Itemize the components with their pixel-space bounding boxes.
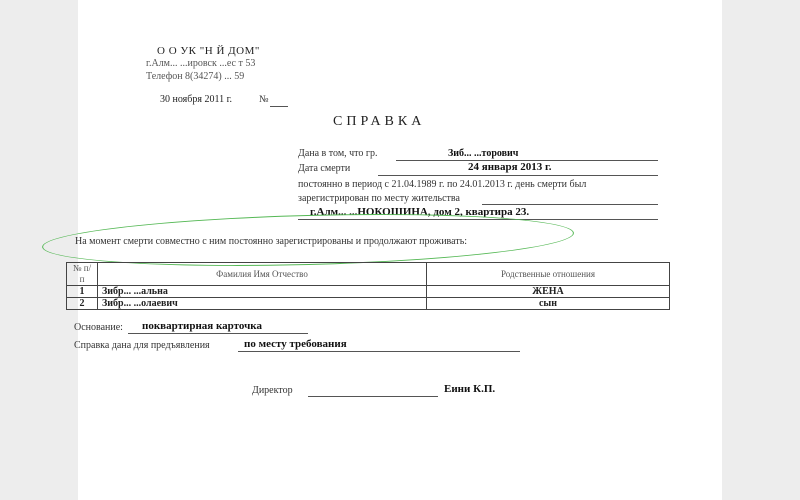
table-row — [67, 298, 670, 310]
line1-label: Дана в том, что гр. — [298, 148, 378, 159]
registration-address: г.Алм... ...НОКОШИНА, дом 2, квартира 23. — [310, 206, 530, 218]
cohabitants-table — [66, 262, 670, 310]
death-date: 24 января 2013 г. — [468, 161, 552, 173]
right-margin-panel — [722, 0, 800, 500]
organization-name: О О УК "Н Й ДОМ" — [157, 45, 260, 57]
header-number: № п/п — [67, 263, 98, 286]
deceased-name: Зиб... ...торович — [448, 148, 519, 159]
line2-label: Дата смерти — [298, 163, 351, 174]
row-full-name: Зибр... ...альна — [98, 286, 427, 298]
director-label: Директор — [252, 385, 293, 396]
row-number: 2 — [67, 298, 98, 310]
line4-text: зарегистрирован по месту жительства — [298, 193, 460, 204]
table-row — [67, 286, 670, 298]
organization-phone: Телефон 8(34274) ... 59 — [146, 71, 245, 82]
signature-line — [308, 396, 438, 397]
document-title: СПРАВКА — [333, 114, 426, 129]
organization-address: г.Алм... ...ировск ...ес т 53 — [146, 58, 256, 69]
row-relation: ЖЕНА — [427, 286, 670, 298]
document-number-line — [270, 106, 288, 107]
header-full-name: Фамилия Имя Отчество — [98, 263, 427, 286]
line4-underline — [482, 204, 658, 205]
row-number: 1 — [67, 286, 98, 298]
cohabitants-statement: На момент смерти совместно с ним постоянно зарегистрированы и продолжают проживать: — [75, 236, 468, 247]
row-relation: сын — [427, 298, 670, 310]
document-page — [72, 0, 722, 500]
document-date: 30 ноября 2011 г. — [160, 94, 233, 105]
director-name: Еини К.П. — [444, 383, 496, 395]
basis-value: поквартирная карточка — [142, 320, 262, 332]
table-header-row — [67, 263, 670, 286]
document-number-label: № — [259, 94, 269, 105]
purpose-value: по месту требования — [244, 338, 347, 350]
basis-label: Основание: — [74, 322, 123, 333]
header-relation: Родственные отношения — [427, 263, 670, 286]
purpose-label: Справка дана для предъявления — [74, 340, 210, 351]
basis-underline — [128, 333, 308, 334]
line2-underline — [378, 175, 658, 176]
row-full-name: Зибр... ...олаевич — [98, 298, 427, 310]
purpose-underline — [238, 351, 520, 352]
line3-text: постоянно в период с 21.04.1989 г. по 24.01.2013 г. день смерти был — [298, 179, 587, 190]
